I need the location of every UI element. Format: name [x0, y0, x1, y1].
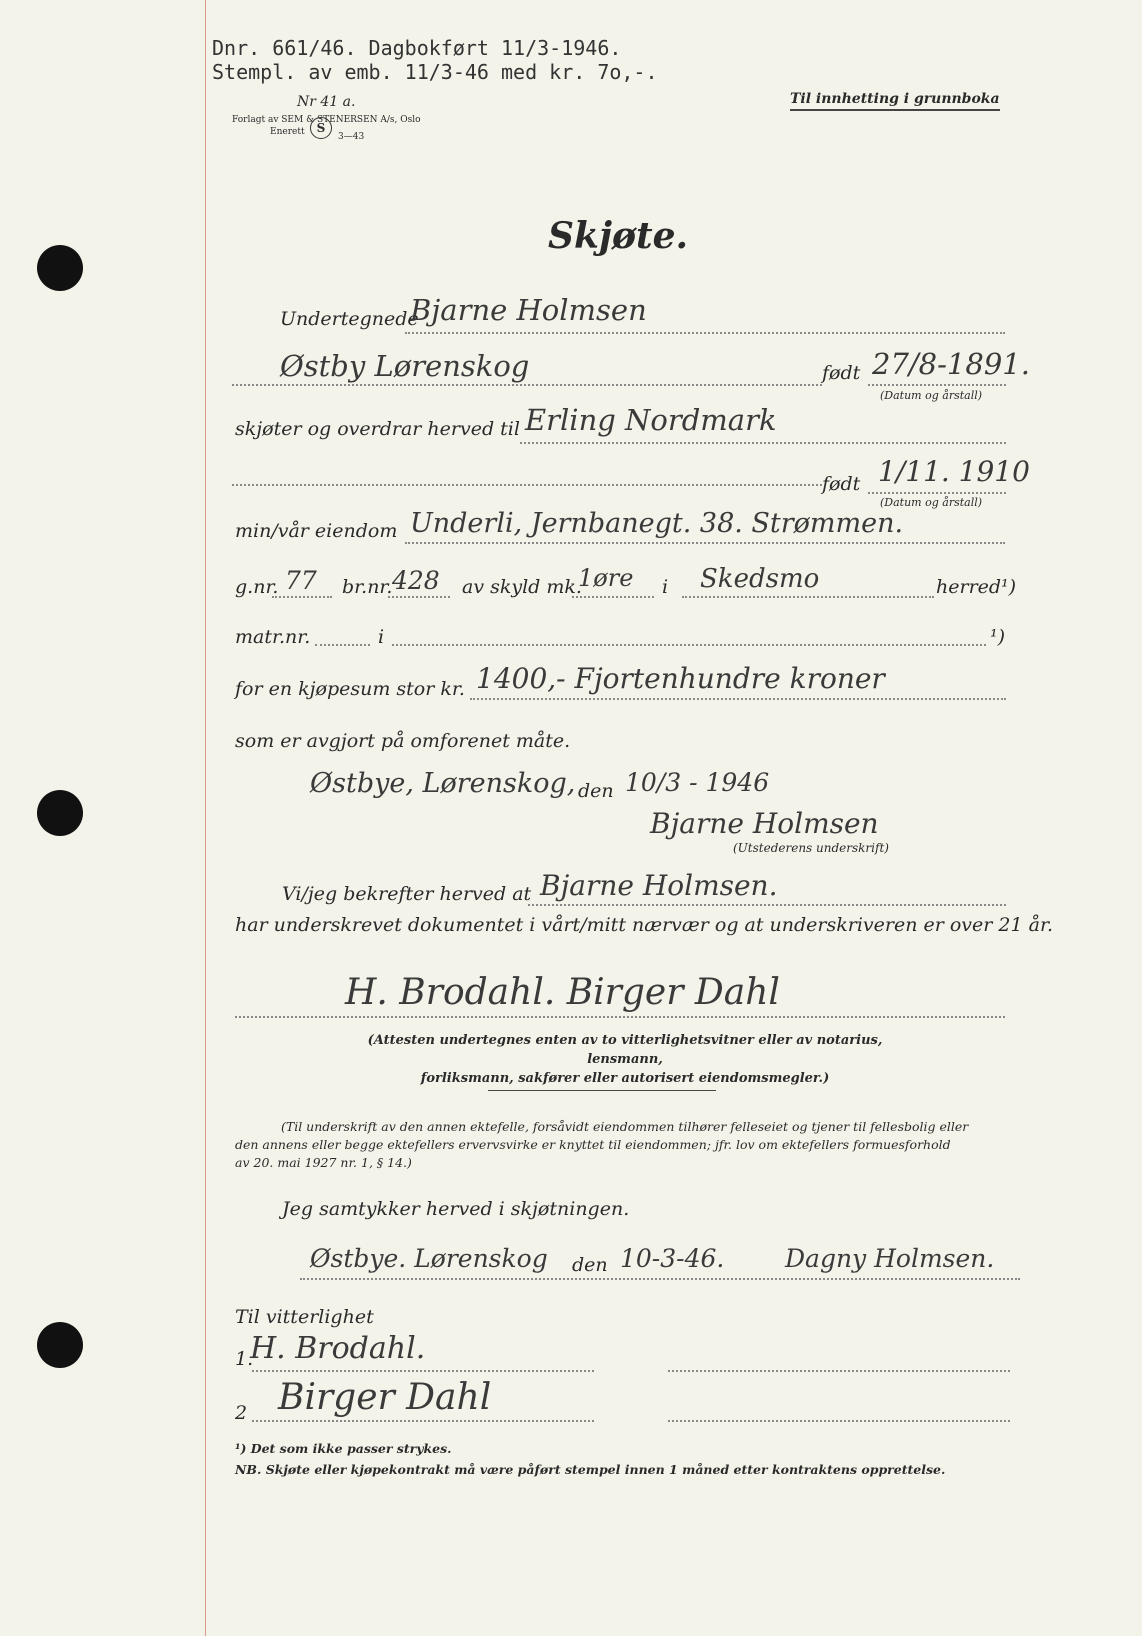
stamp-line: Stempl. av emb. 11/3-46 med kr. 7o,-. — [212, 60, 658, 84]
agreed-text: som er avgjort på omforenet måte. — [235, 730, 571, 752]
print-code: 3—43 — [338, 132, 365, 142]
confirm-text: har underskrevet dokumentet i vårt/mitt nærvær og at underskriveren er over 21 år. — [235, 914, 1053, 936]
dotted-line — [668, 1420, 1010, 1422]
herred-label: herred¹) — [936, 576, 1017, 598]
dotted-line — [470, 698, 1006, 700]
witness-2-number: 2 — [235, 1402, 248, 1424]
form-number: Nr 41 a. — [297, 94, 356, 110]
dotted-line — [300, 1278, 1020, 1280]
dotted-line — [682, 596, 934, 598]
dotted-line — [232, 384, 822, 386]
buyer-name: Erling Nordmark — [525, 403, 777, 437]
dotted-line — [392, 644, 986, 646]
witness-signatures: H. Brodahl. Birger Dahl — [345, 972, 780, 1013]
spouse-note-line-3: av 20. mai 1927 nr. 1, § 14.) — [235, 1155, 412, 1171]
consent-den-label: den — [572, 1254, 608, 1276]
brnr-label: br.nr. — [342, 576, 393, 598]
dotted-line — [252, 1370, 594, 1372]
top-right-heading: Til innhetting i grunnboka — [790, 92, 1000, 111]
matr-i-label: i — [378, 626, 385, 648]
price-label: for en kjøpesum stor kr. — [235, 678, 465, 700]
witness-2-signature: Birger Dahl — [278, 1377, 492, 1418]
dotted-line — [572, 596, 654, 598]
spouse-note — [235, 1118, 1010, 1172]
skyld-value: 1øre — [578, 564, 634, 592]
skyld-label: av skyld mk. — [462, 576, 582, 598]
punch-hole — [37, 1322, 83, 1368]
dotted-line — [528, 904, 1006, 906]
dotted-line — [668, 1370, 1010, 1372]
buyer-birthdate: 1/11. 1910 — [878, 455, 1030, 488]
seller-name: Bjarne Holmsen — [410, 293, 647, 327]
i-label: i — [662, 576, 669, 598]
dotted-line — [868, 384, 1006, 386]
seller-place: Østby Lørenskog — [280, 349, 530, 383]
seller-birthdate: 27/8-1891. — [872, 347, 1030, 381]
place: Østbye, Lørenskog, — [310, 768, 576, 799]
dotted-line — [868, 492, 1006, 494]
fodt-label: født — [822, 362, 861, 384]
document-title: Skjøte. — [548, 215, 689, 257]
gnr-label: g.nr. — [235, 576, 279, 598]
transfer-label: skjøter og overdrar herved til — [235, 418, 520, 440]
punch-hole — [37, 245, 83, 291]
undertegnede-label: Undertegnede — [280, 308, 419, 330]
confirm-name: Bjarne Holmsen. — [540, 869, 778, 902]
footnote-2: NB. Skjøte eller kjøpekontrakt må være påført stempel innen 1 måned etter kontraktens opprettelse. — [235, 1462, 946, 1477]
dotted-line — [252, 1420, 594, 1422]
dotted-line — [520, 442, 1006, 444]
fodt-label-2: født — [822, 473, 861, 495]
herred-value: Skedsmo — [700, 564, 820, 594]
attest-note-line-1: (Attesten undertegnes enten av to vitterlighetsvitner eller av notarius, lensmann, — [367, 1033, 883, 1067]
gnr-value: 77 — [285, 566, 317, 595]
registry-line: Dnr. 661/46. Dagbokført 11/3-1946. — [212, 36, 622, 60]
spouse-note-line-1: (Til underskrift av den annen ektefelle, forsåvidt eiendommen tilhører felleseiet og tjener til fellesbolig eller — [281, 1119, 969, 1134]
property-value: Underli, Jernbanegt. 38. Strømmen. — [410, 508, 904, 539]
price-value: 1400,- Fjortenhundre kroner — [476, 662, 885, 695]
spouse-note-line-2: den annens eller begge ektefellers ervervsvirke er knyttet til eiendommen; jfr. lov om ektefellers formuesforhold — [235, 1137, 951, 1153]
witness-1-number: 1. — [235, 1348, 254, 1370]
margin-line — [205, 0, 206, 1636]
publisher-line: Forlagt av SEM & STENERSEN A/s, Oslo — [232, 115, 421, 125]
dotted-line — [405, 542, 1005, 544]
witness-1-signature: H. Brodahl. — [250, 1331, 426, 1366]
issuer-signature: Bjarne Holmsen — [650, 807, 879, 840]
den-label: den — [578, 780, 614, 802]
dotted-line — [388, 596, 450, 598]
publisher-seal: S — [310, 117, 332, 139]
datum-caption: (Datum og årstall) — [880, 389, 983, 402]
dotted-line — [232, 484, 822, 486]
consent-signature: Dagny Holmsen. — [785, 1244, 995, 1273]
footnote-1: ¹) Det som ikke passer strykes. — [235, 1441, 452, 1456]
exclusive-note: Enerett — [270, 127, 305, 137]
brnr-value: 428 — [392, 566, 440, 595]
dotted-line — [315, 644, 370, 646]
consent-place: Østbye. Lørenskog — [310, 1244, 548, 1273]
consent-text: Jeg samtykker herved i skjøtningen. — [282, 1198, 630, 1220]
punch-hole — [37, 790, 83, 836]
attest-note — [330, 1032, 920, 1089]
matr-label: matr.nr. — [235, 626, 311, 648]
dotted-line — [235, 1016, 1005, 1018]
dotted-line — [272, 596, 332, 598]
matr-footnote-mark: ¹) — [990, 626, 1006, 648]
confirm-label: Vi/jeg bekrefter herved at — [282, 883, 532, 905]
issuer-caption: (Utstederens underskrift) — [733, 841, 889, 855]
property-label: min/vår eiendom — [235, 520, 398, 542]
datum-caption-2: (Datum og årstall) — [880, 496, 983, 509]
witness-heading: Til vitterlighet — [235, 1306, 374, 1328]
dotted-line — [405, 332, 1005, 334]
divider-rule — [488, 1090, 716, 1091]
issue-date: 10/3 - 1946 — [625, 768, 770, 797]
consent-date: 10-3-46. — [620, 1244, 725, 1273]
attest-note-line-2: forliksmann, sakfører eller autorisert eiendomsmegler.) — [420, 1070, 830, 1086]
